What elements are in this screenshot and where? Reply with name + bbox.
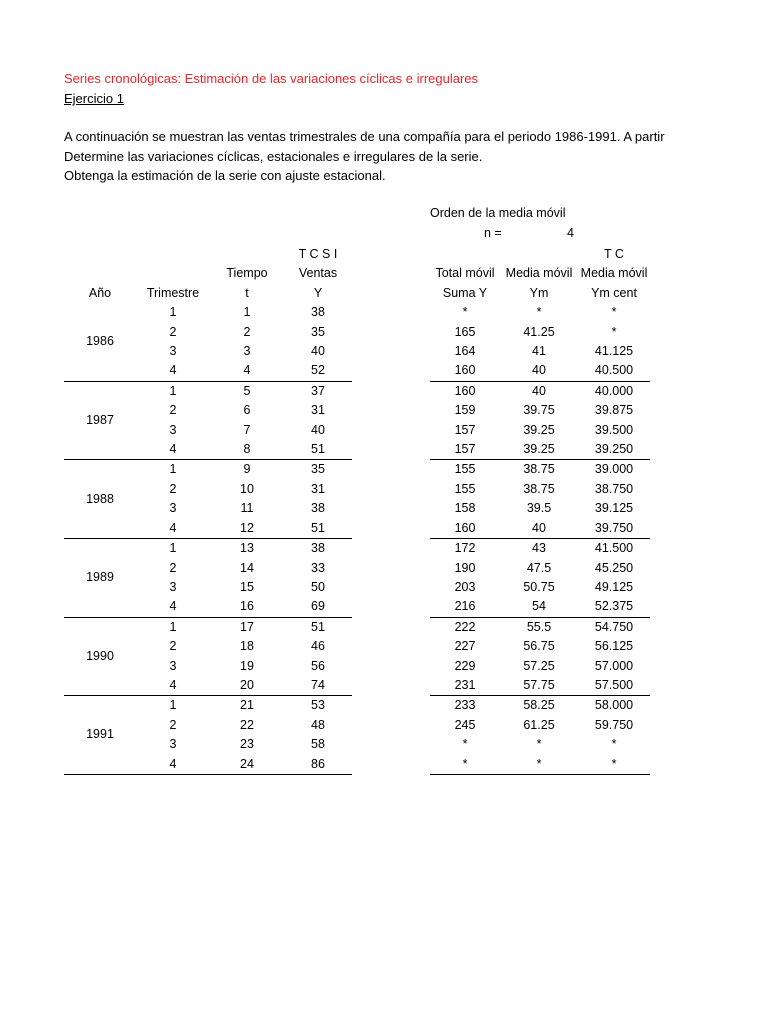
intro-paragraph-1: A continuación se muestran las ventas trimestrales de una compañía para el periodo 1986-1991. A partir bbox=[64, 129, 665, 144]
moving-total-cell: 172 bbox=[454, 541, 476, 556]
centered-average-cell: 41.125 bbox=[594, 344, 634, 359]
moving-total-cell: 203 bbox=[454, 579, 476, 594]
header-row-1 bbox=[64, 245, 352, 264]
centered-average-cell: 39.250 bbox=[578, 440, 650, 460]
header-tiempo: Tiempo bbox=[226, 266, 268, 281]
table-row bbox=[430, 381, 650, 401]
sales-cell: 31 bbox=[311, 481, 325, 496]
moving-average-cell: 57.25 bbox=[523, 658, 555, 673]
table-row bbox=[430, 755, 650, 775]
time-cell: 14 bbox=[240, 560, 254, 575]
moving-average-cell: 40 bbox=[500, 519, 578, 539]
sales-cell: 35 bbox=[311, 324, 325, 339]
quarter-cell: 1 bbox=[169, 698, 177, 713]
moving-average-cell: 57.75 bbox=[500, 676, 578, 696]
sales-cell: 58 bbox=[311, 737, 325, 752]
quarter-cell: 2 bbox=[169, 560, 177, 575]
table-row bbox=[430, 735, 650, 754]
table-row bbox=[430, 676, 650, 696]
time-cell: 11 bbox=[240, 501, 254, 516]
header-tcsi: T C S I bbox=[298, 247, 338, 261]
sales-cell: 69 bbox=[284, 597, 352, 617]
sales-cell: 48 bbox=[311, 717, 325, 732]
table-row bbox=[64, 381, 352, 401]
quarter-cell: 2 bbox=[169, 324, 177, 339]
table-row bbox=[430, 578, 650, 597]
moving-average-cell: 38.75 bbox=[523, 462, 555, 477]
time-cell: 8 bbox=[210, 440, 284, 460]
moving-total-cell: * bbox=[462, 305, 468, 320]
header-y: Y bbox=[313, 285, 323, 300]
header-cell bbox=[64, 245, 136, 264]
header-row-2 bbox=[64, 264, 352, 283]
moving-average-table-body bbox=[430, 245, 650, 774]
moving-average-order-label: Orden de la media móvil bbox=[430, 206, 566, 220]
moving-average-cell: 43 bbox=[532, 541, 546, 556]
header-cell bbox=[210, 245, 284, 264]
header-year: Año bbox=[88, 285, 112, 300]
time-cell: 24 bbox=[210, 755, 284, 775]
time-cell: 13 bbox=[240, 541, 254, 556]
moving-average-cell: * bbox=[536, 305, 542, 320]
quarter-cell: 1 bbox=[169, 305, 177, 320]
quarter-cell: 3 bbox=[169, 422, 177, 437]
table-row bbox=[430, 597, 650, 617]
quarter-cell: 1 bbox=[169, 383, 177, 398]
centered-average-cell: 45.250 bbox=[594, 560, 634, 575]
quarter-cell: 2 bbox=[169, 639, 177, 654]
moving-average-cell: 40 bbox=[500, 361, 578, 381]
table-row bbox=[64, 303, 352, 322]
time-cell: 18 bbox=[240, 639, 254, 654]
quarter-cell: 3 bbox=[169, 501, 177, 516]
header-quarter: Trimestre bbox=[146, 285, 200, 300]
year-cell: 1991 bbox=[64, 696, 136, 775]
header-cell bbox=[136, 264, 210, 283]
exercise-heading: Ejercicio 1 bbox=[64, 91, 124, 106]
header-suma-y: Suma Y bbox=[442, 285, 488, 300]
sales-cell: 52 bbox=[284, 361, 352, 381]
moving-average-n-label: n = bbox=[484, 226, 502, 240]
intro-paragraph-3: Obtenga la estimación de la serie con ajuste estacional. bbox=[64, 168, 386, 183]
moving-total-cell: 216 bbox=[430, 597, 500, 617]
moving-average-cell: 40 bbox=[532, 383, 546, 398]
table-row bbox=[430, 657, 650, 676]
sales-cell: 35 bbox=[311, 462, 325, 477]
table-row bbox=[64, 696, 352, 716]
moving-average-cell: * bbox=[536, 737, 542, 752]
quarter-cell: 4 bbox=[136, 597, 210, 617]
quarter-cell: 2 bbox=[169, 717, 177, 732]
time-cell: 1 bbox=[243, 305, 251, 320]
quarter-cell: 4 bbox=[136, 676, 210, 696]
table-row bbox=[430, 401, 650, 420]
moving-average-cell: 58.25 bbox=[523, 698, 555, 713]
centered-average-cell: * bbox=[611, 737, 617, 752]
table-row bbox=[430, 539, 650, 559]
moving-total-cell: 160 bbox=[430, 361, 500, 381]
time-cell: 16 bbox=[210, 597, 284, 617]
time-cell: 10 bbox=[240, 481, 254, 496]
header-cell bbox=[64, 264, 136, 283]
centered-average-cell: 39.000 bbox=[594, 462, 634, 477]
moving-average-cell: 55.5 bbox=[526, 619, 552, 634]
time-cell: 6 bbox=[243, 403, 251, 418]
header-ym: Ym bbox=[529, 285, 549, 300]
quarter-cell: 4 bbox=[136, 755, 210, 775]
moving-total-cell: 158 bbox=[454, 501, 476, 516]
time-cell: 7 bbox=[243, 422, 251, 437]
year-cell: 1990 bbox=[64, 617, 136, 696]
table-row bbox=[430, 323, 650, 342]
moving-average-cell: 39.75 bbox=[523, 403, 555, 418]
moving-average-cell: 47.5 bbox=[526, 560, 552, 575]
year-cell: 1988 bbox=[64, 460, 136, 539]
ma-header-row-2 bbox=[430, 264, 650, 283]
quarter-cell: 2 bbox=[169, 481, 177, 496]
sales-cell: 86 bbox=[284, 755, 352, 775]
table-row bbox=[430, 696, 650, 716]
sales-cell: 38 bbox=[311, 501, 325, 516]
moving-total-cell: 157 bbox=[454, 422, 476, 437]
moving-average-cell: 56.75 bbox=[523, 639, 555, 654]
table-row bbox=[430, 421, 650, 440]
moving-total-cell: 155 bbox=[454, 462, 476, 477]
moving-total-cell: 227 bbox=[454, 639, 476, 654]
header-row-3 bbox=[64, 284, 352, 303]
quarter-cell: 4 bbox=[136, 361, 210, 381]
time-cell: 15 bbox=[240, 579, 254, 594]
table-row bbox=[430, 559, 650, 578]
sales-table-body bbox=[64, 245, 352, 774]
table-row bbox=[430, 637, 650, 656]
sales-cell: 40 bbox=[311, 344, 325, 359]
moving-total-cell: 231 bbox=[430, 676, 500, 696]
header-ym-cent: Ym cent bbox=[591, 285, 637, 300]
time-cell: 19 bbox=[240, 658, 254, 673]
centered-average-cell: 49.125 bbox=[594, 579, 634, 594]
moving-total-cell: 222 bbox=[454, 619, 476, 634]
moving-average-cell: 39.5 bbox=[526, 501, 552, 516]
table-row bbox=[430, 716, 650, 735]
moving-average-cell: 38.75 bbox=[523, 481, 555, 496]
quarter-cell: 4 bbox=[136, 440, 210, 460]
centered-average-cell: * bbox=[578, 755, 650, 775]
intro-paragraph-2: Determine las variaciones cíclicas, estacionales e irregulares de la serie. bbox=[64, 149, 483, 164]
header-cell bbox=[500, 245, 578, 264]
moving-total-cell: 160 bbox=[430, 519, 500, 539]
header-t: t bbox=[245, 285, 249, 300]
ma-header-row-3 bbox=[430, 284, 650, 303]
table-row bbox=[430, 617, 650, 637]
moving-average-cell: 39.25 bbox=[500, 440, 578, 460]
table-row bbox=[64, 460, 352, 480]
quarter-cell: 3 bbox=[169, 658, 177, 673]
quarter-cell: 3 bbox=[169, 737, 177, 752]
centered-average-cell: 38.750 bbox=[594, 481, 634, 496]
time-cell: 4 bbox=[210, 361, 284, 381]
centered-average-cell: 57.000 bbox=[594, 658, 634, 673]
year-cell: 1989 bbox=[64, 539, 136, 618]
moving-total-cell: 229 bbox=[454, 658, 476, 673]
table-row bbox=[430, 519, 650, 539]
quarter-cell: 2 bbox=[169, 403, 177, 418]
moving-average-cell: 41 bbox=[532, 344, 546, 359]
time-cell: 3 bbox=[243, 344, 251, 359]
sales-cell: 56 bbox=[311, 658, 325, 673]
header-ventas: Ventas bbox=[298, 266, 338, 281]
quarter-cell: 3 bbox=[169, 344, 177, 359]
moving-average-n-value: 4 bbox=[567, 226, 574, 240]
time-cell: 5 bbox=[243, 383, 251, 398]
moving-average-table bbox=[430, 245, 650, 775]
header-cell bbox=[430, 245, 500, 264]
sales-cell: 53 bbox=[311, 698, 325, 713]
centered-average-cell: 58.000 bbox=[594, 698, 634, 713]
header-tc: T C bbox=[604, 247, 624, 261]
centered-average-cell: 52.375 bbox=[578, 597, 650, 617]
header-media-movil-cent: Media móvil bbox=[580, 266, 648, 281]
time-cell: 17 bbox=[240, 619, 254, 634]
header-total-movil: Total móvil bbox=[435, 266, 495, 281]
moving-average-cell: 50.75 bbox=[523, 579, 555, 594]
centered-average-cell: 39.750 bbox=[578, 519, 650, 539]
centered-average-cell: 40.000 bbox=[594, 383, 634, 398]
centered-average-cell: 39.875 bbox=[594, 403, 634, 418]
moving-average-cell: 54 bbox=[500, 597, 578, 617]
time-cell: 23 bbox=[240, 737, 254, 752]
moving-total-cell: 164 bbox=[454, 344, 476, 359]
moving-total-cell: * bbox=[430, 755, 500, 775]
time-cell: 22 bbox=[240, 717, 254, 732]
sales-cell: 51 bbox=[284, 440, 352, 460]
sales-cell: 31 bbox=[311, 403, 325, 418]
centered-average-cell: 59.750 bbox=[594, 717, 634, 732]
moving-total-cell: 190 bbox=[454, 560, 476, 575]
table-row bbox=[430, 361, 650, 381]
document-title: Series cronológicas: Estimación de las variaciones cíclicas e irregulares bbox=[64, 71, 479, 86]
centered-average-cell: 56.125 bbox=[594, 639, 634, 654]
moving-average-cell: 39.25 bbox=[523, 422, 555, 437]
time-cell: 21 bbox=[240, 698, 254, 713]
centered-average-cell: * bbox=[611, 324, 617, 339]
quarter-cell: 3 bbox=[169, 579, 177, 594]
time-cell: 9 bbox=[243, 462, 251, 477]
ma-header-row-1 bbox=[430, 245, 650, 264]
moving-total-cell: 160 bbox=[454, 383, 476, 398]
sales-cell: 46 bbox=[311, 639, 325, 654]
centered-average-cell: * bbox=[611, 305, 617, 320]
quarter-cell: 1 bbox=[169, 619, 177, 634]
time-cell: 20 bbox=[210, 676, 284, 696]
moving-total-cell: 233 bbox=[454, 698, 476, 713]
table-row bbox=[430, 303, 650, 322]
centered-average-cell: 40.500 bbox=[578, 361, 650, 381]
table-row bbox=[64, 539, 352, 559]
time-cell: 12 bbox=[210, 519, 284, 539]
sales-cell: 33 bbox=[311, 560, 325, 575]
sales-cell: 38 bbox=[311, 305, 325, 320]
moving-total-cell: * bbox=[462, 737, 468, 752]
sales-cell: 51 bbox=[284, 519, 352, 539]
centered-average-cell: 41.500 bbox=[594, 541, 634, 556]
sales-cell: 38 bbox=[311, 541, 325, 556]
table-row bbox=[430, 460, 650, 480]
sales-cell: 40 bbox=[311, 422, 325, 437]
sales-cell: 51 bbox=[311, 619, 325, 634]
time-cell: 2 bbox=[243, 324, 251, 339]
sales-table bbox=[64, 245, 352, 775]
table-row bbox=[430, 480, 650, 499]
centered-average-cell: 54.750 bbox=[594, 619, 634, 634]
sales-cell: 74 bbox=[284, 676, 352, 696]
moving-total-cell: 245 bbox=[454, 717, 476, 732]
quarter-cell: 1 bbox=[169, 462, 177, 477]
moving-total-cell: 159 bbox=[454, 403, 476, 418]
moving-average-cell: 61.25 bbox=[523, 717, 555, 732]
table-row bbox=[430, 499, 650, 518]
table-row bbox=[430, 440, 650, 460]
quarter-cell: 1 bbox=[169, 541, 177, 556]
moving-average-cell: 41.25 bbox=[523, 324, 555, 339]
sales-cell: 50 bbox=[311, 579, 325, 594]
table-row bbox=[430, 342, 650, 361]
moving-average-cell: * bbox=[500, 755, 578, 775]
moving-total-cell: 155 bbox=[454, 481, 476, 496]
table-row bbox=[64, 617, 352, 637]
header-cell bbox=[136, 245, 210, 264]
centered-average-cell: 57.500 bbox=[578, 676, 650, 696]
header-media-movil: Media móvil bbox=[505, 266, 573, 281]
centered-average-cell: 39.500 bbox=[594, 422, 634, 437]
year-cell: 1986 bbox=[64, 303, 136, 381]
year-cell: 1987 bbox=[64, 381, 136, 460]
sales-cell: 37 bbox=[311, 383, 325, 398]
moving-total-cell: 165 bbox=[454, 324, 476, 339]
quarter-cell: 4 bbox=[136, 519, 210, 539]
moving-total-cell: 157 bbox=[430, 440, 500, 460]
centered-average-cell: 39.125 bbox=[594, 501, 634, 516]
